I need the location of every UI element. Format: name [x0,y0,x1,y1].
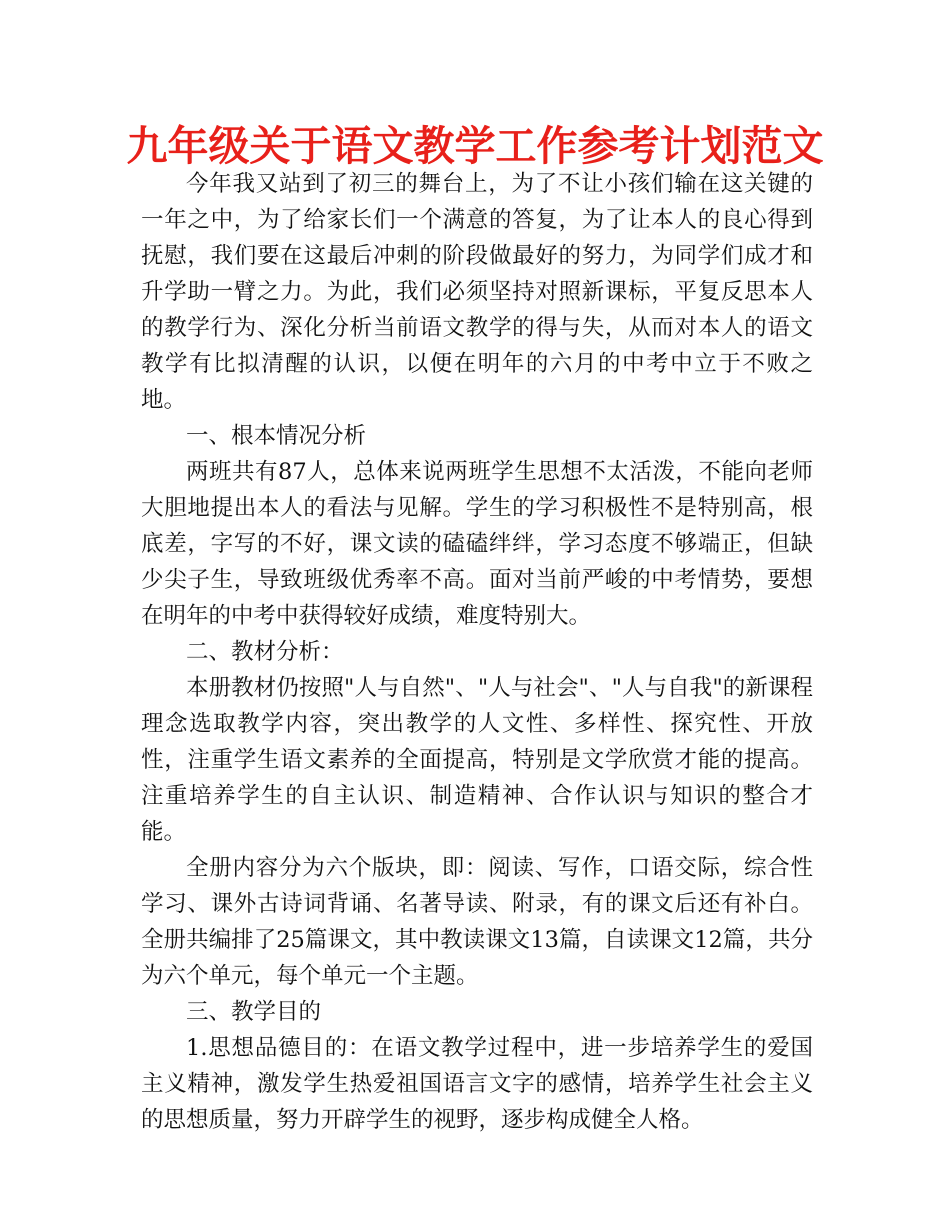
paragraph-intro: 今年我又站到了初三的舞台上，为了不让小孩们输在这关键的一年之中，为了给家长们一个满意的答复，为了让本人的良心得到抚慰，我们要在这最后冲刺的阶段做最好的努力，为同学们成才和升学助一臂之力。为此，我们必须坚持对照新课标，平复反思本人的教学行为、深化分析当前语文教学的得与失，从而对本人的语文教学有比拟清醒的认识，以便在明年的六月的中考中立于不败之地。 [141,171,813,413]
paragraph-textbook-concept: 本册教材仍按照"人与自然"、"人与社会"、"人与自我"的新课程理念选取教学内容，突出教学的人文性、多样性、探究性、开放性，注重学生语文素养的全面提高，特别是文学欣赏才能的提高。注重培养学生的自主认识、制造精神、合作认识与知识的整合才能。 [141,675,813,845]
heading-basic-situation: 一、根本情况分析 [186,423,367,449]
paragraph-class-analysis: 两班共有87人，总体来说两班学生思想不太活泼，不能向老师大胆地提出本人的看法与见解。学生的学习积极性不是特别高，根底差，字写的不好，课文读的磕磕绊绊，学习态度不够端正，但缺少尖子生，导致班级优秀率不高。面对当前严峻的中考情势，要想在明年的中考中获得较好成绩，难度特别大。 [141,459,813,629]
heading-teaching-goals: 三、教学目的 [186,999,322,1025]
paragraph-textbook-content: 全册内容分为六个版块，即：阅读、写作，口语交际，综合性学习、课外古诗词背诵、名著导读、附录，有的课文后还有补白。全册共编排了25篇课文，其中教读课文13篇，自读课文12篇，共分为六个单元，每个单元一个主题。 [141,855,813,989]
document-body [141,166,813,1138]
heading-textbook-analysis: 二、教材分析： [186,639,344,665]
paragraph-moral-goal: 1.思想品德目的：在语文教学过程中，进一步培养学生的爱国主义精神，激发学生热爱祖国语言文字的感情，培养学生社会主义的思想质量，努力开辟学生的视野，逐步构成健全人格。 [141,1035,813,1133]
document-title: 九年级关于语文教学工作参考计划范文 [126,122,824,170]
